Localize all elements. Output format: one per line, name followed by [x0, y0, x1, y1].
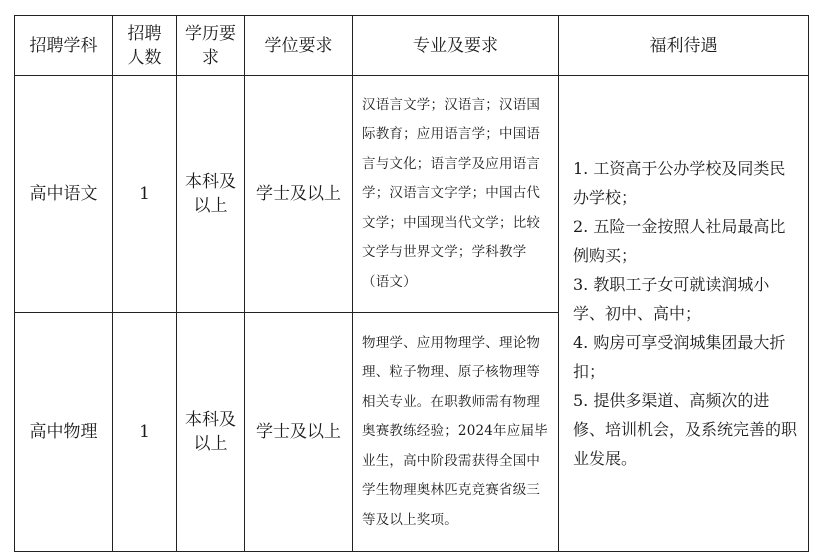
header-count: 招聘 人数	[113, 16, 177, 76]
count-cell: 1	[113, 76, 177, 313]
benefit-item: 4. 购房可享受润城集团最大折扣；	[573, 333, 786, 381]
header-major: 专业及要求	[353, 16, 559, 76]
benefits-cell	[559, 76, 809, 552]
degree-cell: 学士及以上	[245, 76, 353, 313]
major-cell: 汉语言文学；汉语言；汉语国际教育；应用语言学；中国语言与文化；语言学及应用语言学；汉语言文字学；中国古代文学；中国现当代文学；比较文学与世界文学；学科教学（语文）	[353, 76, 559, 313]
benefit-item: 2. 五险一金按照人社局最高比例购买；	[573, 217, 786, 265]
header-row	[15, 16, 809, 76]
major-cell: 物理学、应用物理学、理论物理、粒子物理、原子核物理等相关专业。在职教师需有物理奥赛教练经验；2024年应届毕业生，高中阶段需获得全国中学生物理奥林匹克竞赛省级三等及以上奖项。	[353, 313, 559, 552]
benefit-item: 5. 提供多渠道、高频次的进修、培训机会，及系统完善的职业发展。	[573, 391, 798, 468]
subject-cell: 高中语文	[15, 76, 113, 313]
benefit-item: 1. 工资高于公办学校及同类民办学校；	[573, 159, 786, 207]
degree-cell: 学士及以上	[245, 313, 353, 552]
header-benefits: 福利待遇	[559, 16, 809, 76]
education-cell: 本科及 以上	[177, 76, 245, 313]
count-cell: 1	[113, 313, 177, 552]
recruitment-table	[14, 15, 809, 552]
education-cell: 本科及 以上	[177, 313, 245, 552]
header-subject: 招聘学科	[15, 16, 113, 76]
subject-cell: 高中物理	[15, 313, 113, 552]
benefit-item: 3. 教职工子女可就读润城小学、初中、高中；	[573, 275, 770, 323]
header-education: 学历要 求	[177, 16, 245, 76]
header-degree: 学位要求	[245, 16, 353, 76]
table-row	[15, 76, 809, 313]
